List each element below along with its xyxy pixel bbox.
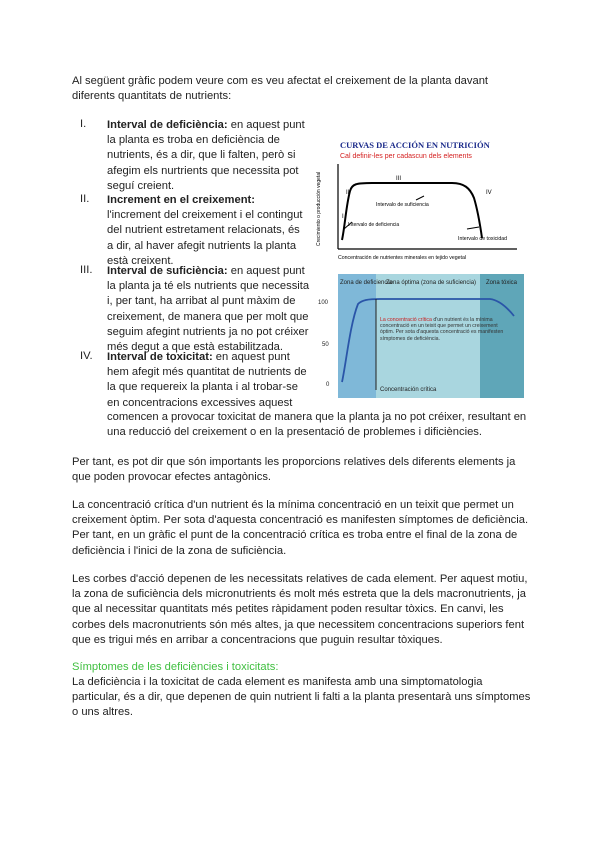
section-heading: Símptomes de les deficiències i toxicitats: <box>72 661 279 673</box>
intro-paragraph: Al següent gràfic podem veure com es veu afectat el creixement de la planta davant diferents quantitats de nutrients: <box>72 75 489 103</box>
list-item-body: en aquest punt la planta ja té els nutrients que necessita i, per tant, ha arribat al punt màxim de creixement, de manera que per molt que seguim afegint nutrients ja no pot créixer més degut a que està estabilitzada. <box>107 265 310 354</box>
y-tick-100: 100 <box>318 300 329 306</box>
figure-subtitle: Cal definir-les per cadascun dels elements <box>340 153 472 160</box>
list-item-text <box>107 118 307 194</box>
critical-concentration-figure <box>310 274 524 398</box>
list-item-continuation: comencen a provocar toxicitat de manera que la planta ja no pot créixer, resultant en una reducció del creixement o en la presentació de problemes i dificiències. <box>107 411 527 439</box>
label-II: II <box>346 190 350 196</box>
deficiency-zone-label: Intervalo de deficiencia <box>348 222 400 228</box>
list-item-title: Interval de toxicitat: <box>107 351 213 363</box>
list-item-body: en aquest punt hem afegit més quantitat de nutrients de la que requereix la planta i al trobar-se en concentracions excessives aquest <box>107 351 307 409</box>
list-number: IV. <box>80 350 93 362</box>
label-III: III <box>396 176 402 182</box>
toxic-zone-title: Zona tóxica <box>486 280 518 286</box>
list-item-title: Interval de suficiència: <box>107 265 228 277</box>
sufficiency-zone-label: Intervalo de suficiencia <box>376 202 429 208</box>
y-tick-0: 0 <box>326 382 330 388</box>
x-axis-label: Concentración de nutrientes minerales en tejido vegetal <box>338 255 467 261</box>
list-number: II. <box>80 193 90 205</box>
y-tick-50: 50 <box>322 342 329 348</box>
x-axis-label: Concentración crítica <box>380 387 437 393</box>
label-I: I <box>342 214 344 220</box>
list-item-title: Increment en el creixement: <box>107 194 255 206</box>
toxicity-zone-label: Intervalo de toxicidad <box>458 236 508 242</box>
paragraph-action-curves: Les corbes d'acció depenen de les necessitats relatives de cada element. Per aquest motiu, la zona de suficiència dels micronutrients és molt més estreta que la dels macronutrients, ja que al necessitar quantitats més petites ràpidament poden resultar tòxics. En canvi, les corbes dels macronutrients són més altes, ja que necessitem concentracions superiors fent que es trigui més en arribar a concentracions que puguin resultar tòxiques. <box>72 573 528 646</box>
list-item-text <box>107 264 311 355</box>
list-number: III. <box>80 264 93 276</box>
deficiency-zone <box>338 274 376 398</box>
figure-title: CURVAS DE ACCIÓN EN NUTRICIÓN <box>340 140 490 150</box>
list-number: I. <box>80 118 87 130</box>
paragraph-antagonics: Per tant, es pot dir que són importants les proporcions relatives dels diferents elements ja que poden provocar efectes antagònics. <box>72 456 516 484</box>
list-item-text <box>107 193 307 269</box>
list-item-body: l'increment del creixement i el contingut del nutrient estretament relacionats, és a dir, al haver afegit nutrients la planta està creixent. <box>107 209 303 267</box>
deficiency-zone-title: Zona de deficiencia <box>340 280 393 286</box>
label-IV: IV <box>486 190 492 196</box>
y-axis-label: Crecimiento o producción vegetal <box>316 171 322 246</box>
figure-note: La concentració crítica d'un nutrient és la mínima concentració en un teixit que permet un creixement òptim. Per sota d'aquesta concentració es manifesten símptomes de deficiència. <box>380 317 504 342</box>
paragraph-critical-concentration: La concentració crítica d'un nutrient és la mínima concentració en un teixit que permet un creixement òptim. Per sota d'aquesta concentració es manifesten símptomes de deficiència. Per tant, en un gràfic el punt de la concentració crítica es troba entre el final de la zona de deficiència i l'inici de la zona de suficiència. <box>72 499 529 557</box>
list-item-title: Interval de deficiència: <box>107 119 228 131</box>
optimal-zone-title: Zona óptima (zona de suficiencia) <box>386 280 477 286</box>
action-curves-figure <box>312 136 522 262</box>
paragraph-symptoms: La deficiència i la toxicitat de cada element es manifesta amb una simptomatologia particular, és a dir, que depenen de quin nutrient li falti a la planta presentarà uns símptomes o uns altres. <box>72 676 531 719</box>
list-item-body: en aquest punt la planta es troba en deficiència de nutrients, és a dir, que li falten, però si afegim els nurtrients que necessita pot seguí creient. <box>107 119 305 192</box>
list-item-text <box>107 350 311 411</box>
